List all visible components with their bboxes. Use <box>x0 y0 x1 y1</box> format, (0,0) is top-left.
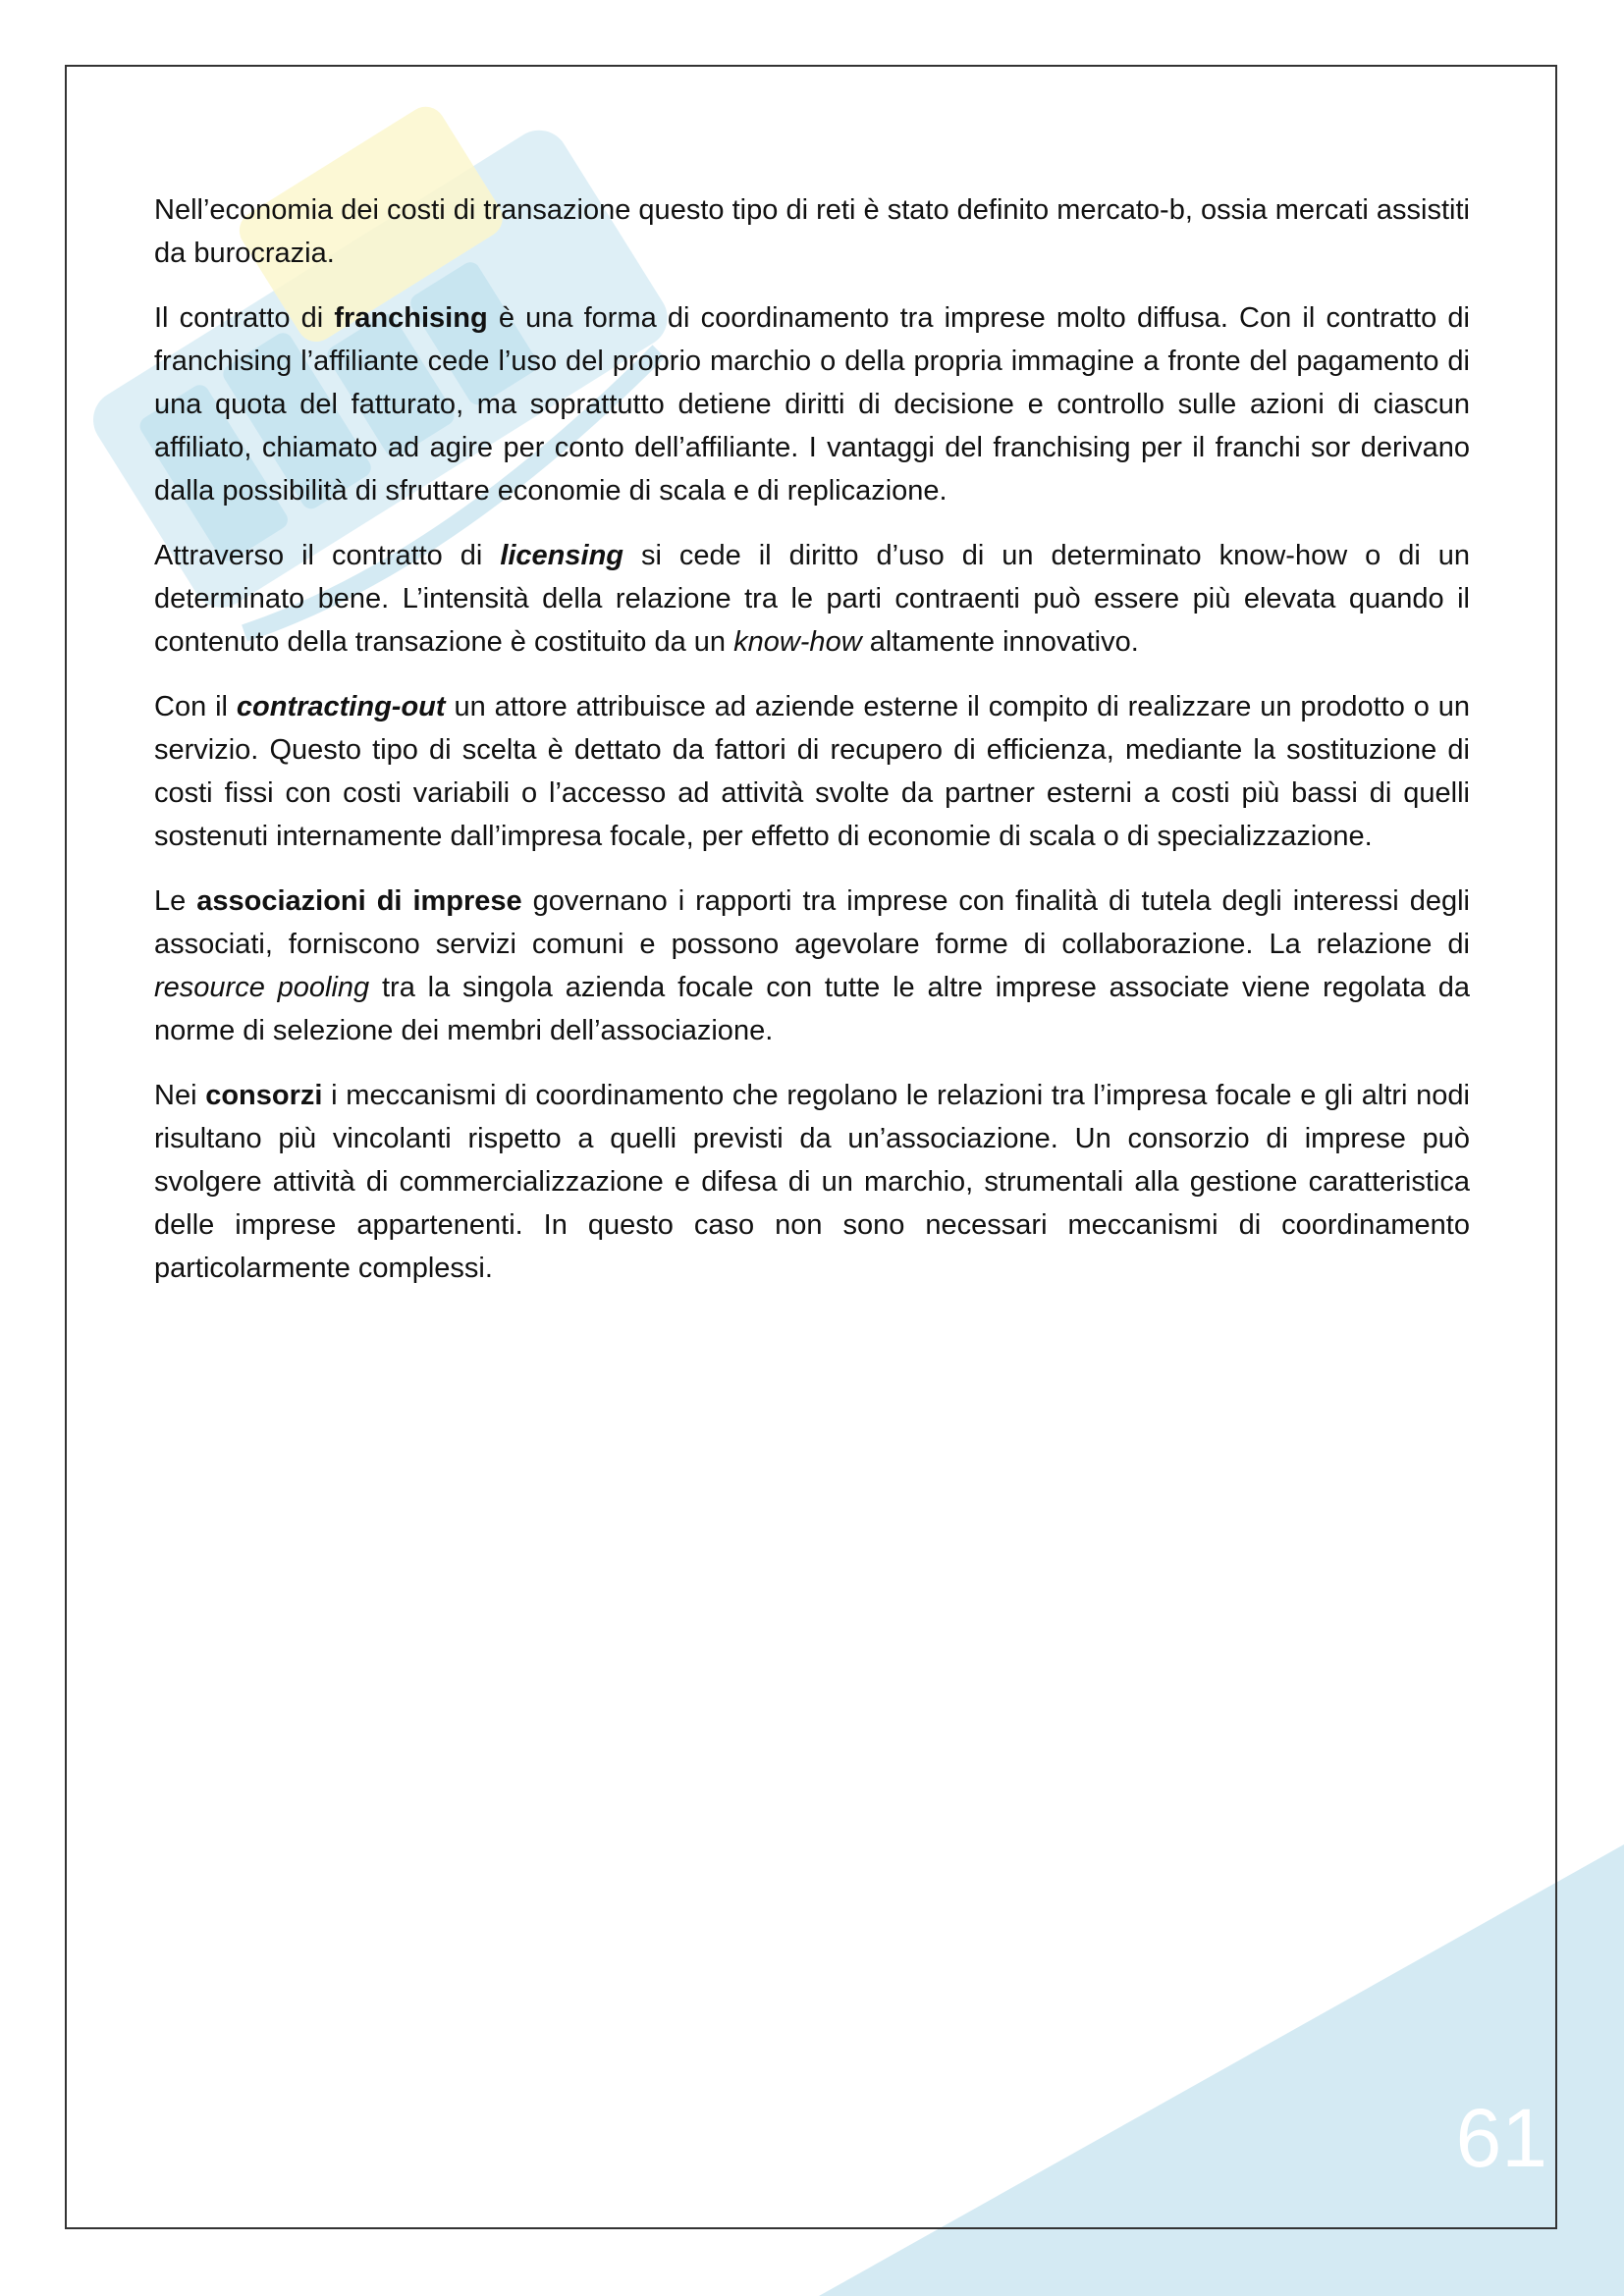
paragraph-text: governano i rapporti tra imprese con finalità di tutela degli interessi degli associati, forniscono servizi comuni e possono agevolare forme di collaborazione. La relazione di <box>154 885 1470 960</box>
paragraph-consorzi <box>154 1074 1470 1290</box>
paragraph-associazioni <box>154 880 1470 1052</box>
paragraph-licensing <box>154 534 1470 664</box>
paragraph-text: i meccanismi di coordinamento che regolano le relazioni tra l’impresa focale e gli altri nodi risultano più vincolanti rispetto a quelli previsti da un’associazione. Un consorzio di imprese può svolgere attività di commercializzazione e difesa di un marchio, strumentali alla gestione caratteristica delle imprese appartenenti. In questo caso non sono necessari meccanismi di coordinamento particolarmente complessi. <box>154 1080 1471 1284</box>
paragraph-transaction-costs <box>154 188 1470 275</box>
paragraph-text: è una forma di coordinamento tra imprese molto diffusa. Con il contratto di franchising l’affiliante cede l’uso del proprio marchio o della propria immagine a fronte del pagamento di una quota del fatturato, ma soprattutto detiene diritti di decisione e controllo sulle azioni di ciascun affiliato, chiamato ad agire per conto dell’affiliante. I vantaggi del franchising per il franchi sor derivano dalla possibilità di sfruttare economie di scala e di replicazione. <box>154 302 1470 507</box>
paragraph-text: Con il <box>154 691 237 722</box>
paragraph-contracting-out <box>154 685 1470 858</box>
paragraph-franchising <box>154 296 1470 512</box>
document-body <box>154 188 1470 1311</box>
term-associazioni-di-imprese: associazioni di imprese <box>196 885 522 917</box>
paragraph-text: Nell’economia dei costi di transazione questo tipo di reti è stato definito mercato-b, ossia mercati assistiti da burocrazia. <box>154 194 1470 269</box>
term-know-how: know-how <box>733 626 862 658</box>
paragraph-text: un attore attribuisce ad aziende esterne il compito di realizzare un prodotto o un servizio. Questo tipo di scelta è dettato da fattori di recupero di efficienza, mediante la sostituzione di costi fissi con costi variabili o l’accesso ad attività svolte da partner esterni a costi più bassi di quelli sostenuti internamente dall’impresa focale, per effetto di economie di scala o di specializzazione. <box>154 691 1471 852</box>
paragraph-text: Nei <box>154 1080 206 1111</box>
paragraph-text: altamente innovativo. <box>861 626 1139 658</box>
term-resource-pooling: resource pooling <box>154 972 370 1003</box>
paragraph-text: Il contratto di <box>154 302 335 334</box>
paragraph-text: si cede il diritto d’uso di un determinato know-how o di un determinato bene. L’intensità della relazione tra le parti contraenti può essere più elevata quando il contenuto della transazione è costituito da un <box>154 540 1471 658</box>
paragraph-text: Le <box>154 885 197 917</box>
term-consorzi: consorzi <box>205 1080 323 1111</box>
paragraph-text: tra la singola azienda focale con tutte le altre imprese associate viene regolata da norme di selezione dei membri dell’associazione. <box>154 972 1470 1046</box>
paragraph-text: Attraverso il contratto di <box>154 540 501 571</box>
term-franchising: franchising <box>334 302 488 334</box>
term-contracting-out: contracting-out <box>236 691 446 722</box>
term-licensing: licensing <box>500 540 624 571</box>
page-number: 61 <box>1455 2092 1547 2184</box>
